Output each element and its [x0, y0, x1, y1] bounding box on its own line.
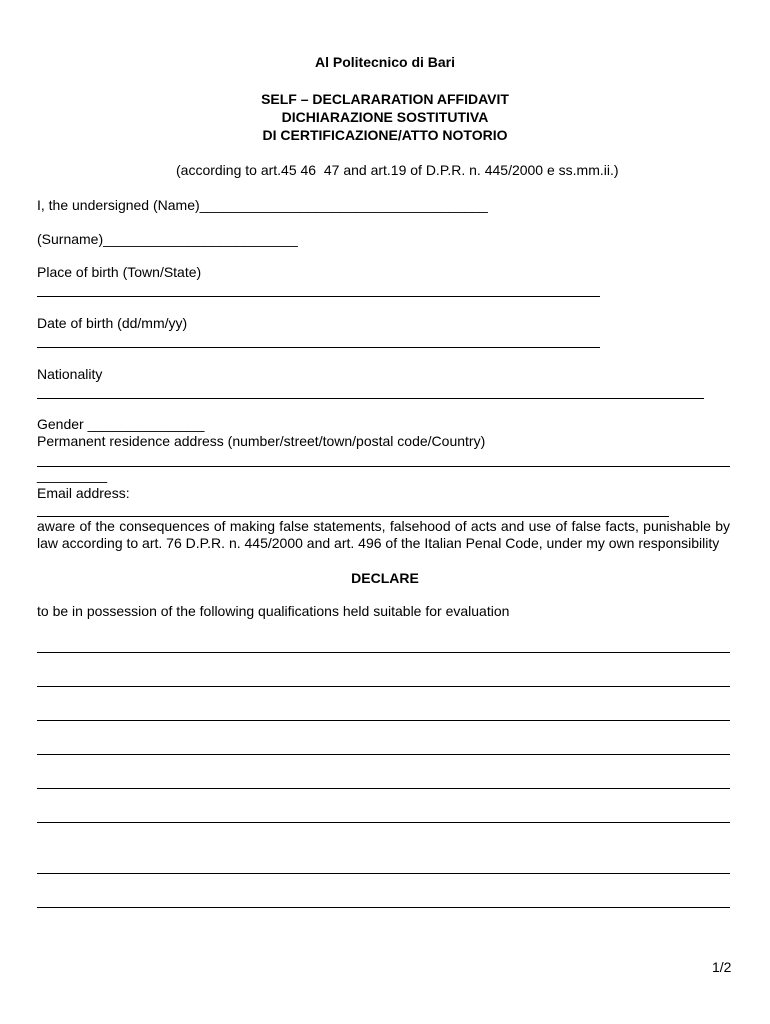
- declare-heading: DECLARE: [351, 570, 419, 586]
- residence-line-tail[interactable]: _________: [37, 467, 108, 483]
- place-of-birth-label: Place of birth (Town/State): [37, 264, 202, 280]
- awareness-statement: aware of the consequences of making false statements, falsehood of acts and use of false facts, punishable by law according to art. 76 D.P.R. n. 445/2000 and art. 496 of the Italian Penal Code, under my own responsibility: [37, 518, 730, 551]
- qualification-line[interactable]: [37, 686, 730, 687]
- date-of-birth-line[interactable]: [37, 347, 600, 348]
- qualification-line[interactable]: [37, 873, 730, 874]
- qualification-line[interactable]: [37, 652, 730, 653]
- email-label: Email address:: [37, 485, 130, 501]
- title-line-3: DI CERTIFICAZIONE/ATTO NOTORIO: [262, 127, 508, 143]
- title-line-2: DICHIARAZIONE SOSTITUTIVA: [281, 109, 489, 125]
- qualification-line[interactable]: [37, 822, 730, 823]
- gender-field[interactable]: Gender _______________: [37, 416, 205, 432]
- qualification-line[interactable]: [37, 754, 730, 755]
- surname-field[interactable]: (Surname)_________________________: [37, 231, 298, 247]
- qualification-line[interactable]: [37, 788, 730, 789]
- residence-label: Permanent residence address (number/street/town/postal code/Country): [37, 433, 486, 449]
- qualification-line[interactable]: [37, 720, 730, 721]
- qualifications-intro: to be in possession of the following qualifications held suitable for evaluation: [37, 603, 510, 619]
- legal-reference: (according to art.45 46 47 and art.19 of D.P.R. n. 445/2000 e ss.mm.ii.): [176, 162, 619, 178]
- name-field[interactable]: I, the undersigned (Name)_____________________________________: [37, 197, 488, 213]
- date-of-birth-label: Date of birth (dd/mm/yy): [37, 315, 188, 331]
- nationality-label: Nationality: [37, 366, 103, 382]
- nationality-line[interactable]: [37, 398, 704, 399]
- residence-line[interactable]: [37, 466, 730, 467]
- addressee: Al Politecnico di Bari: [314, 54, 456, 70]
- qualification-line[interactable]: [37, 907, 730, 908]
- title-line-1: SELF – DECLARARATION AFFIDAVIT: [261, 91, 509, 107]
- email-line[interactable]: [37, 516, 669, 517]
- page-number: 1/2: [712, 959, 732, 975]
- place-of-birth-line[interactable]: [37, 296, 600, 297]
